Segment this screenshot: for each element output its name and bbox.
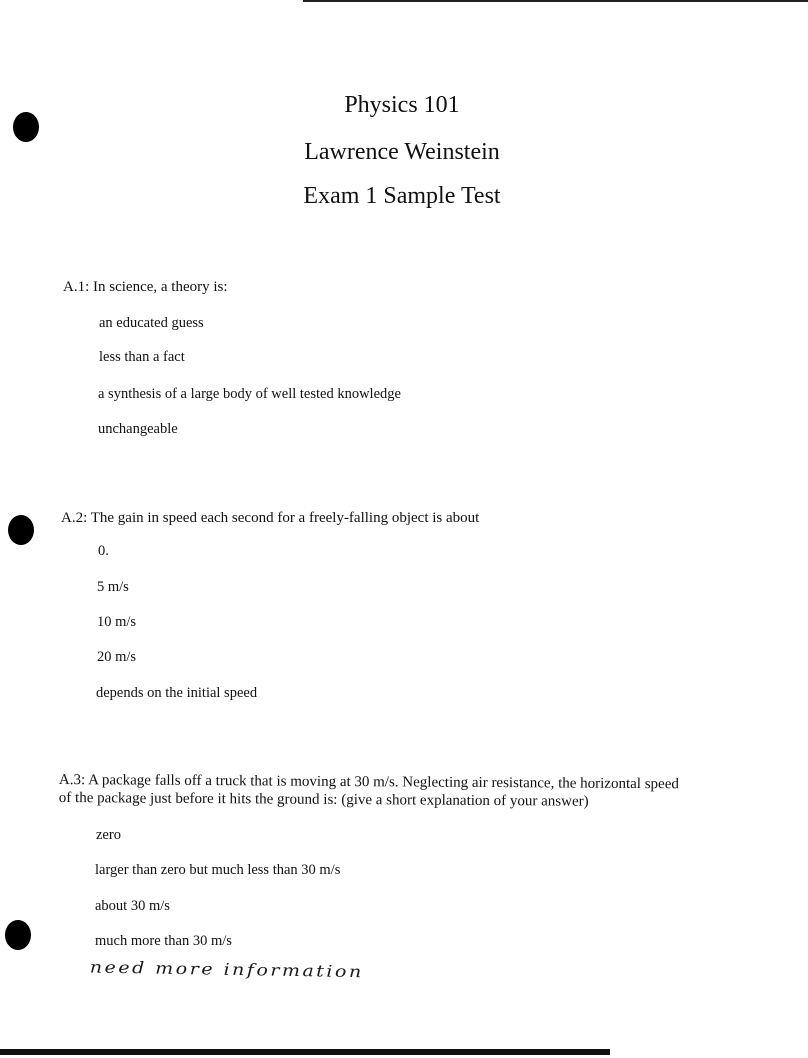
answer-option: a synthesis of a large body of well tested knowledge xyxy=(98,386,401,402)
answer-option: larger than zero but much less than 30 m/s xyxy=(95,862,341,878)
answer-option: depends on the initial speed xyxy=(96,685,258,701)
answer-option: 10 m/s xyxy=(97,614,137,630)
answer-option: 20 m/s xyxy=(97,649,137,665)
question-prompt: A.3: A package falls off a truck that is moving at 30 m/s. Neglecting air resistance, the horizontal speed xyxy=(58,772,679,793)
answer-option: much more than 30 m/s xyxy=(95,933,232,949)
question-prompt: A.1: In science, a theory is: xyxy=(63,279,228,295)
punch-hole xyxy=(8,515,34,545)
punch-hole xyxy=(5,920,31,950)
scan-edge-top xyxy=(303,0,808,2)
question-prompt-continued: of the package just before it hits the ground is: (give a short explanation of your answer) xyxy=(58,789,589,810)
course-title: Physics 101 xyxy=(344,92,460,118)
answer-option: 0. xyxy=(98,543,109,559)
question-a1 xyxy=(63,278,228,296)
question-a3 xyxy=(59,771,679,811)
scan-edge-bottom xyxy=(0,1049,610,1055)
answer-option: less than a fact xyxy=(99,349,185,365)
exam-title: Exam 1 Sample Test xyxy=(303,183,501,209)
question-prompt: A.2: The gain in speed each second for a freely-falling object is about xyxy=(61,510,480,526)
answer-option: zero xyxy=(96,827,121,843)
answer-option: 5 m/s xyxy=(97,579,129,595)
answer-option: an educated guess xyxy=(99,315,204,331)
answer-option: about 30 m/s xyxy=(95,898,170,914)
instructor-name: Lawrence Weinstein xyxy=(304,139,500,165)
answer-option: unchangeable xyxy=(98,421,178,437)
question-a2 xyxy=(61,509,479,527)
punch-hole xyxy=(13,112,39,142)
handwritten-answer: need more information xyxy=(89,958,364,982)
